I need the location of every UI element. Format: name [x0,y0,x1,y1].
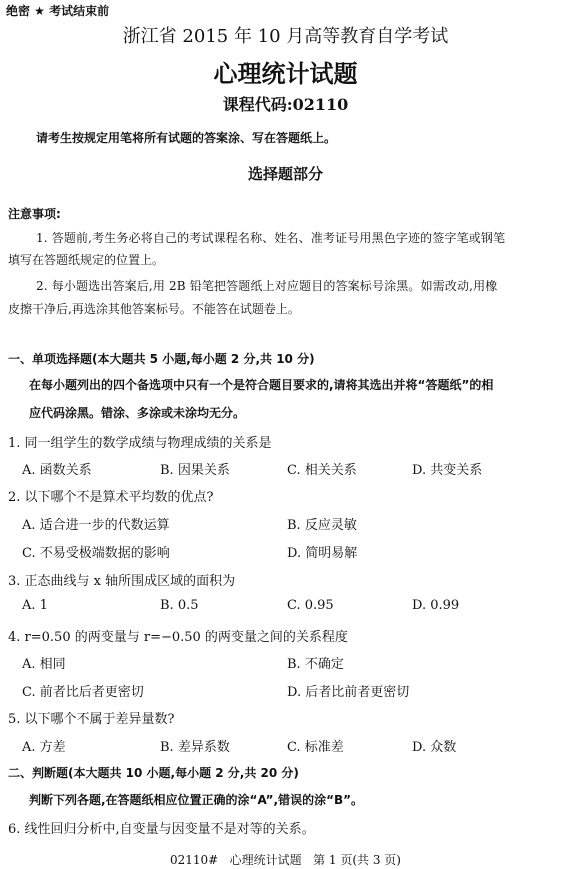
question-5-option-a: A. 方差 [22,740,66,755]
part2-title: 二、判断题(本大题共 10 小题,每小题 2 分,共 20 分) [8,766,299,780]
notice-item-1-line-2: 填写在答题纸规定的位置上。 [8,253,165,267]
question-5-option-c: C. 标准差 [287,740,344,755]
question-4-option-a: A. 相同 [22,657,66,672]
notice-item-2-line-2: 皮擦干净后,再选涂其他答案标号。不能答在试题卷上。 [8,302,300,316]
subject-title: 心理统计试题 [213,59,358,88]
question-3-stem: 3. 正态曲线与 x 轴所围成区域的面积为 [8,574,236,589]
question-3-option-d: D. 0.99 [412,598,460,613]
question-2-option-b: B. 反应灵敏 [287,518,357,533]
question-1-stem: 1. 同一组学生的数学成绩与物理成绩的关系是 [8,436,272,451]
page-footer: 02110# 心理统计试题 第 1 页(共 3 页) [169,853,401,867]
question-1-option-c: C. 相关关系 [287,463,357,478]
question-4-option-d: D. 后者比前者更密切 [287,685,410,700]
question-1-option-b: B. 因果关系 [160,463,230,478]
part2-instruction: 判断下列各题,在答题纸相应位置正确的涂“A”,错误的涂“B”。 [29,793,363,807]
notice-item-1-line-1: 1. 答题前,考生务必将自己的考试课程名称、姓名、准考证号用黑色字迹的签字笔或钢笔 [36,231,506,245]
notice-item-2-line-1: 2. 每小题选出答案后,用 2B 铅笔把答题纸上对应题目的答案标号涂黑。如需改动,用橡 [36,279,498,293]
part1-instruction-line-2: 应代码涂黑。错涂、多涂或未涂均无分。 [29,406,246,420]
question-6-stem: 6. 线性回归分析中,自变量与因变量不是对等的关系。 [8,822,315,837]
question-4-option-c: C. 前者比后者更密切 [22,685,144,700]
question-4-option-b: B. 不确定 [287,657,344,672]
intro-note: 请考生按规定用笔将所有试题的答案涂、写在答题纸上。 [36,131,337,145]
exam-title: 浙江省 2015 年 10 月高等教育自学考试 [122,26,449,47]
question-2-stem: 2. 以下哪个不是算术平均数的优点? [8,490,214,505]
question-2-option-c: C. 不易受极端数据的影响 [22,546,170,561]
question-5-option-b: B. 差异系数 [160,740,230,755]
question-3-option-a: A. 1 [22,598,48,613]
course-code: 课程代码:02110 [222,95,349,114]
section-heading: 选择题部分 [247,165,323,183]
question-4-stem: 4. r=0.50 的两变量与 r=−0.50 的两变量之间的关系程度 [8,630,348,645]
question-3-option-b: B. 0.5 [160,598,199,613]
question-1-option-a: A. 函数关系 [22,463,92,478]
part1-instruction-line-1: 在每小题列出的四个备选项中只有一个是符合题目要求的,请将其选出并将“答题纸”的相 [29,378,494,392]
secret-tag: 绝密 ★ 考试结束前 [6,4,110,18]
question-2-option-d: D. 简明易解 [287,546,358,561]
question-5-stem: 5. 以下哪个不属于差异量数? [8,712,175,727]
question-3-option-c: C. 0.95 [287,598,334,613]
notice-title: 注意事项: [8,207,61,221]
question-2-option-a: A. 适合进一步的代数运算 [22,518,170,533]
part1-title: 一、单项选择题(本大题共 5 小题,每小题 2 分,共 10 分) [8,352,315,366]
question-5-option-d: D. 众数 [412,740,457,755]
question-1-option-d: D. 共变关系 [412,463,483,478]
